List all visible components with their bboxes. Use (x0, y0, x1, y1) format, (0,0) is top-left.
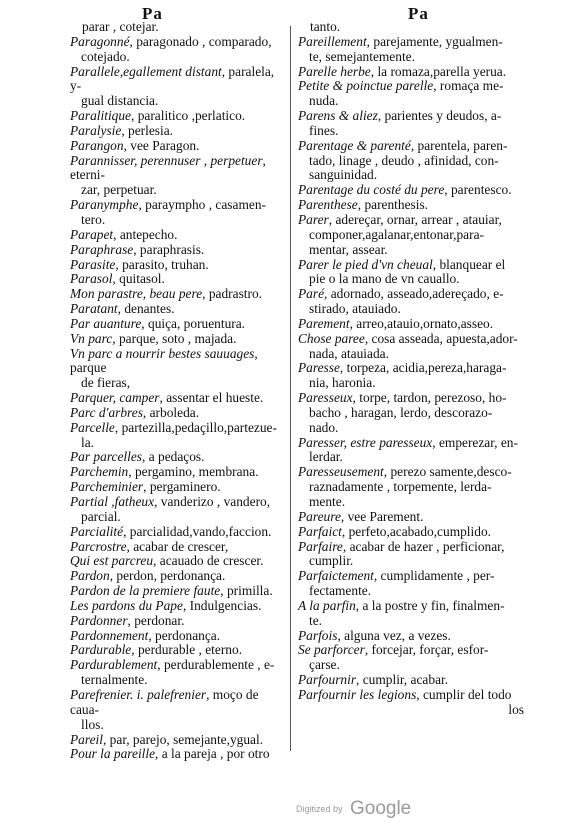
spanish-gloss: tanto. (310, 19, 341, 34)
spanish-gloss: , cosa asseada, apuesta,ador- (364, 330, 518, 346)
french-headword: Parcrostre (70, 538, 127, 554)
entry-continuation-line: mentar, assear. (309, 241, 388, 257)
entry-first-line (70, 20, 282, 35)
spanish-gloss: , vanderizo , vandero, (154, 494, 271, 509)
dictionary-entry (70, 124, 282, 139)
entry-continuation-line: raznadamente , torpemente, lerda- (309, 479, 492, 495)
dictionary-entry (298, 540, 524, 570)
entry-first-line (70, 302, 282, 317)
french-headword: Vn parc (70, 330, 113, 346)
dictionary-entry (70, 391, 282, 406)
entry-first-line (298, 35, 524, 50)
spanish-gloss: , perdurable , eterno. (131, 642, 243, 658)
spanish-gloss: , forcejar, forçar, esfor- (364, 642, 489, 658)
entry-continuation-line: parcial. (81, 508, 121, 524)
entry-first-line (298, 213, 524, 228)
french-headword: Parallele,egallement distant (70, 63, 222, 79)
dictionary-entry (70, 20, 282, 35)
spanish-gloss: , cumplir, acabar. (356, 672, 449, 688)
dictionary-entry (70, 495, 282, 525)
french-headword: Les pardons du Pape (70, 597, 183, 613)
spanish-gloss: , padrastro. (202, 286, 263, 302)
french-headword: Parasol (70, 271, 113, 287)
dictionary-entry (70, 733, 282, 748)
french-headword: Pardon (70, 568, 110, 584)
spanish-gloss: , adereçar, ornar, arrear , atauiar, (328, 211, 502, 227)
dictionary-entry (298, 109, 524, 139)
entry-first-line (70, 525, 282, 540)
french-headword: Parfois (298, 627, 338, 643)
entry-first-line (298, 317, 524, 332)
entry-first-line (70, 406, 282, 421)
entry-first-line (70, 421, 282, 436)
spanish-gloss: , arreo,atauio,ornato,asseo. (349, 315, 494, 331)
spanish-gloss: , par, parejo, semejante,ygual. (102, 731, 264, 747)
spanish-gloss: , eterni- (70, 152, 266, 183)
running-header-left: Pa (142, 4, 163, 23)
entry-first-line (70, 747, 282, 762)
dictionary-entry (70, 688, 282, 733)
entry-continuation-line: cumplir. (309, 553, 354, 569)
spanish-gloss: , parque (70, 345, 258, 376)
french-headword: Paresseusement (298, 464, 384, 480)
dictionary-entry (70, 569, 282, 584)
entry-first-line (70, 569, 282, 584)
french-headword: Parcheminier (70, 479, 144, 495)
entry-first-line (70, 614, 282, 629)
dictionary-entry (70, 658, 282, 688)
dictionary-entry (70, 35, 282, 65)
entry-first-line (298, 361, 524, 376)
spanish-gloss: , parejamente, ygualmen- (366, 33, 503, 49)
spanish-gloss: , a la postre y fin, finalmen- (355, 597, 505, 613)
dictionary-entry (70, 480, 282, 495)
french-headword: Parentage & parenté (298, 137, 411, 153)
dictionary-entry (70, 554, 282, 569)
left-column (70, 20, 282, 762)
dictionary-entry (70, 287, 282, 302)
french-headword: Parasite (70, 256, 116, 272)
spanish-gloss: , acabar de hazer , perficionar, (342, 538, 505, 554)
entry-first-line (70, 658, 282, 673)
french-headword: Parapet (70, 226, 114, 242)
entry-first-line (298, 540, 524, 555)
dictionary-entry (298, 198, 524, 213)
dictionary-entry (298, 65, 524, 80)
entry-continuation-line: mente. (309, 494, 346, 509)
french-headword: Parcelle (70, 419, 115, 435)
spanish-gloss: , parientes y deudos, a- (377, 108, 502, 124)
french-headword: Parentage du costé du pere (298, 182, 445, 198)
entry-first-line (298, 510, 524, 525)
entry-continuation-line: nada, atauiada. (309, 345, 389, 361)
dictionary-entry (298, 139, 524, 184)
entry-first-line (70, 643, 282, 658)
entry-first-line (70, 332, 282, 347)
spanish-gloss: , perdonança. (148, 627, 221, 643)
dictionary-entry (298, 465, 524, 510)
french-headword: Mon parastre, beau pere (70, 286, 203, 302)
french-headword: Se parforcer (298, 642, 365, 658)
entry-continuation-line: te, semejantemente. (309, 48, 415, 64)
dictionary-entry (298, 569, 524, 599)
french-headword: Parer le pied d'vn cheual (298, 256, 433, 272)
french-headword: Paresse (298, 360, 340, 376)
spanish-gloss: , perlesia. (121, 122, 174, 138)
french-headword: A la parfin (298, 597, 356, 613)
entry-first-line (298, 198, 524, 213)
entry-first-line (70, 35, 282, 50)
dictionary-entry (298, 391, 524, 436)
entry-first-line (298, 258, 524, 273)
entry-first-line (70, 480, 282, 495)
entry-continuation-line: zar, perpetuar. (81, 182, 157, 198)
spanish-gloss: , emperezar, en- (432, 434, 518, 450)
spanish-gloss: , perdurablemente , e- (157, 657, 275, 673)
entry-first-line (298, 109, 524, 124)
dictionary-entry (70, 747, 282, 762)
entry-continuation-line: lerdar. (309, 449, 343, 465)
dictionary-entry (298, 35, 524, 65)
french-headword: Vn parc a nourrir bestes sauuages (70, 345, 255, 361)
dictionary-entry (70, 109, 282, 124)
dictionary-entry (70, 139, 282, 154)
column-divider (290, 26, 291, 751)
spanish-gloss: , acauado de crescer. (153, 553, 264, 569)
french-headword: Qui est parcreu (70, 553, 154, 569)
entry-first-line (298, 183, 524, 198)
entry-first-line (298, 465, 524, 480)
french-headword: Paratant (70, 301, 118, 317)
entry-first-line (70, 287, 282, 302)
french-headword: Parfaictement (298, 568, 374, 584)
french-headword: Parfournir (298, 672, 357, 688)
dictionary-entry (298, 20, 524, 35)
french-headword: Pareillement (298, 33, 367, 49)
entry-continuation-line: bacho , haragan, lerdo, descorazo- (309, 404, 493, 420)
french-headword: Pardonnement (70, 627, 149, 643)
entry-first-line (298, 673, 524, 688)
entry-continuation-line: te. (309, 612, 323, 628)
entry-first-line (70, 495, 282, 510)
dictionary-entry (70, 243, 282, 258)
entry-first-line (70, 124, 282, 139)
dictionary-entry (298, 287, 524, 317)
french-headword: Pardonner (70, 612, 128, 628)
spanish-gloss: , antepecho. (113, 226, 178, 242)
entry-first-line (298, 599, 524, 614)
entry-first-line (70, 554, 282, 569)
french-headword: Paralitique (70, 108, 131, 124)
spanish-gloss: , moço de caua- (70, 686, 259, 717)
dictionary-entry (70, 614, 282, 629)
entry-first-line (298, 287, 524, 302)
french-headword: Paranymphe (70, 197, 139, 213)
spanish-gloss: , torpe, tardon, perezoso, ho- (352, 390, 507, 406)
dictionary-entry (298, 361, 524, 391)
entry-first-line (70, 347, 282, 377)
entry-first-line (70, 243, 282, 258)
entry-first-line (298, 688, 524, 703)
spanish-gloss: , paralela, y- (70, 63, 275, 94)
spanish-gloss: , parque, soto , majada. (112, 330, 237, 346)
running-header-right: Pa (408, 4, 429, 23)
spanish-gloss: , romaça me- (433, 78, 504, 94)
right-column (298, 20, 524, 718)
french-headword: Pardurable (70, 642, 132, 658)
dictionary-entry (298, 673, 524, 688)
spanish-gloss: , perfeto,acabado,cumplido. (341, 523, 491, 539)
french-headword: Petite & poinctue parelle (298, 78, 434, 94)
entry-continuation-line: sanguinidad. (309, 167, 378, 183)
dictionary-entry (298, 525, 524, 540)
spanish-gloss: , a la pareja , por otro (155, 746, 270, 762)
entry-continuation-line: nado. (309, 419, 339, 435)
french-headword: Parenthese (298, 197, 358, 213)
entry-continuation-line: stirado, atauiado. (309, 301, 401, 317)
french-headword: Paraphrase (70, 241, 134, 257)
spanish-gloss: , paralitico ,perlatico. (131, 108, 246, 124)
french-headword: Pour la pareille (70, 746, 156, 762)
spanish-gloss: , quitasol. (112, 271, 165, 287)
spanish-gloss: , vee Paragon. (123, 137, 200, 153)
entry-first-line (70, 139, 282, 154)
entry-first-line (70, 688, 282, 718)
dictionary-entry (70, 198, 282, 228)
entry-first-line (70, 584, 282, 599)
french-headword: Pareil (70, 731, 103, 747)
spanish-gloss: , perdon, perdonança. (109, 568, 226, 584)
entry-first-line (298, 569, 524, 584)
spanish-gloss: , vee Parement. (340, 508, 424, 524)
french-headword: Partial ,fatheux (70, 494, 155, 509)
entry-continuation-line: pie o la mano de vn cauallo. (309, 271, 460, 287)
spanish-gloss: , parenthesis. (357, 197, 429, 213)
spanish-gloss: , la romaza,parella yerua. (370, 63, 507, 79)
entry-first-line (70, 629, 282, 644)
french-headword: Parc d'arbres (70, 404, 143, 420)
french-headword: Paré (298, 286, 325, 302)
french-headword: Par auanture (70, 315, 142, 331)
dictionary-entry (70, 332, 282, 347)
entry-continuation-line: fectamente. (309, 583, 372, 599)
entry-first-line (70, 272, 282, 287)
french-headword: Par parcelles (70, 449, 143, 465)
spanish-gloss: , parcialidad,vando,faccion. (123, 523, 272, 539)
french-headword: Parquer, camper (70, 390, 160, 406)
french-headword: Parannisser, perennuser , perpetuer (70, 152, 263, 168)
dictionary-entry (70, 65, 282, 110)
spanish-gloss: , pergamino, membrana. (128, 464, 259, 480)
spanish-gloss: , perdonar. (127, 612, 185, 628)
spanish-gloss: , primilla. (220, 583, 273, 599)
entry-continuation-line: de fieras, (81, 375, 131, 391)
entry-first-line (70, 198, 282, 213)
dictionary-entry (298, 510, 524, 525)
dictionary-entry (298, 436, 524, 466)
spanish-gloss: , denantes. (117, 301, 175, 317)
spanish-gloss: , acabar de crescer, (126, 538, 229, 554)
spanish-gloss: , cumplir del todo (416, 686, 512, 702)
dictionary-entry (70, 154, 282, 199)
dictionary-entry (298, 643, 524, 673)
dictionary-entry (70, 540, 282, 555)
entry-first-line (70, 317, 282, 332)
entry-continuation-line: nuda. (309, 93, 339, 109)
french-headword: Paragonné (70, 33, 130, 49)
spanish-gloss: , paraphrasis. (133, 241, 205, 257)
spanish-gloss: , alguna vez, a vezes. (337, 627, 451, 643)
entry-continuation-line: tero. (81, 211, 106, 227)
dictionary-entry (70, 406, 282, 421)
entry-continuation-line: çarse. (309, 657, 340, 673)
french-headword: Parfaire (298, 538, 343, 554)
french-headword: Parcialité (70, 523, 124, 539)
digitized-watermark (296, 798, 411, 820)
spanish-gloss: , parentela, paren- (410, 137, 508, 153)
french-headword: Chose paree (298, 330, 365, 346)
spanish-gloss: , a pedaços. (142, 449, 205, 465)
spanish-gloss: , pergaminero. (143, 479, 221, 495)
dictionary-entry (70, 629, 282, 644)
dictionary-entry (70, 302, 282, 317)
french-headword: Parefrenier. i. palefrenier (70, 686, 207, 702)
french-headword: Paresseux (298, 390, 353, 406)
french-headword: Paralysie (70, 122, 122, 138)
dictionary-entry (70, 465, 282, 480)
entry-first-line (298, 79, 524, 94)
french-headword: Parement (298, 315, 350, 331)
dictionary-entry (70, 525, 282, 540)
entry-first-line (70, 599, 282, 614)
entry-first-line (70, 65, 282, 95)
entry-continuation-line: componer,agalanar,entonar,para- (309, 226, 484, 242)
entry-continuation-line: fines. (309, 122, 339, 138)
french-headword: Pardon de la premiere faute (70, 583, 221, 599)
entry-first-line (298, 629, 524, 644)
spanish-gloss: , cumplidamente , per- (373, 568, 495, 584)
dictionary-entry (298, 258, 524, 288)
entry-continuation-line: ternalmente. (81, 672, 148, 688)
french-headword: Paresser, estre paresseux (298, 434, 433, 450)
entry-first-line (70, 540, 282, 555)
dictionary-entry (70, 643, 282, 658)
dictionary-entry (70, 599, 282, 614)
dictionary-entry (298, 183, 524, 198)
french-headword: Parer (298, 211, 329, 227)
spanish-gloss: , perezo samente,desco- (383, 464, 512, 480)
french-headword: Pardurablement (70, 657, 158, 673)
digitized-label: Digitized by (296, 804, 343, 814)
spanish-gloss: , torpeza, acidia,pereza,haraga- (339, 360, 507, 376)
dictionary-entry (70, 347, 282, 392)
dictionary-entry (70, 228, 282, 243)
french-headword: Parens & aliez (298, 108, 378, 124)
entry-first-line (70, 154, 282, 184)
entry-first-line (298, 643, 524, 658)
entry-first-line (298, 525, 524, 540)
entry-continuation-line: cotejado. (81, 48, 130, 64)
french-headword: Parangon (70, 137, 124, 153)
french-headword: Parfaict (298, 523, 342, 539)
french-headword: Parfournir les legions (298, 686, 417, 702)
entry-first-line (298, 391, 524, 406)
spanish-gloss: , paraympho , casamen- (138, 197, 266, 213)
entry-first-line (298, 436, 524, 451)
dictionary-entry (70, 421, 282, 451)
spanish-gloss: , partezilla,pedaçillo,partezue- (114, 419, 277, 435)
entry-first-line (298, 332, 524, 347)
entry-continuation-line: gual distancia. (81, 93, 159, 109)
dictionary-entry (70, 272, 282, 287)
spanish-gloss: , blanquear el (432, 256, 506, 272)
entry-continuation-line: nia, haronia. (309, 375, 376, 391)
spanish-gloss: , paragonado , comparado, (129, 33, 272, 49)
entry-first-line (70, 733, 282, 748)
entry-first-line (70, 258, 282, 273)
entry-first-line (70, 228, 282, 243)
entry-first-line (70, 465, 282, 480)
dictionary-entry (298, 599, 524, 629)
dictionary-entry (70, 584, 282, 599)
dictionary-entry (70, 317, 282, 332)
entry-first-line (298, 20, 524, 35)
entry-continuation-line: los (508, 701, 524, 717)
entry-first-line (70, 391, 282, 406)
dictionary-entry (70, 258, 282, 273)
spanish-gloss: , assentar el hueste. (159, 390, 264, 406)
entry-continuation-line: llos. (81, 716, 104, 732)
spanish-gloss: , adornado, asseado,adereçado, e- (324, 286, 504, 302)
spanish-gloss: parar , cotejar. (82, 19, 159, 34)
spanish-gloss: , Indulgencias. (182, 597, 262, 613)
entry-first-line (298, 139, 524, 154)
spanish-gloss: , quiça, poruentura. (141, 315, 246, 331)
entry-first-line (70, 450, 282, 465)
french-headword: Pareure (298, 508, 341, 524)
french-headword: Parelle herbe (298, 63, 371, 79)
google-logo: Google (349, 798, 412, 819)
dictionary-entry (298, 317, 524, 332)
entry-first-line (298, 65, 524, 80)
dictionary-entry (298, 213, 524, 258)
spanish-gloss: , parasito, truhan. (115, 256, 209, 272)
dictionary-entry (298, 79, 524, 109)
entry-continuation-line: la. (81, 434, 95, 450)
spanish-gloss: , parentesco. (444, 182, 512, 198)
dictionary-entry (298, 332, 524, 362)
dictionary-entry (70, 450, 282, 465)
entry-continuation-line: tado, linage , deudo , afinidad, con- (309, 152, 499, 168)
french-headword: Parchemin (70, 464, 129, 480)
spanish-gloss: , arboleda. (142, 404, 200, 420)
dictionary-entry (298, 629, 524, 644)
dictionary-entry (298, 688, 524, 718)
entry-first-line (70, 109, 282, 124)
